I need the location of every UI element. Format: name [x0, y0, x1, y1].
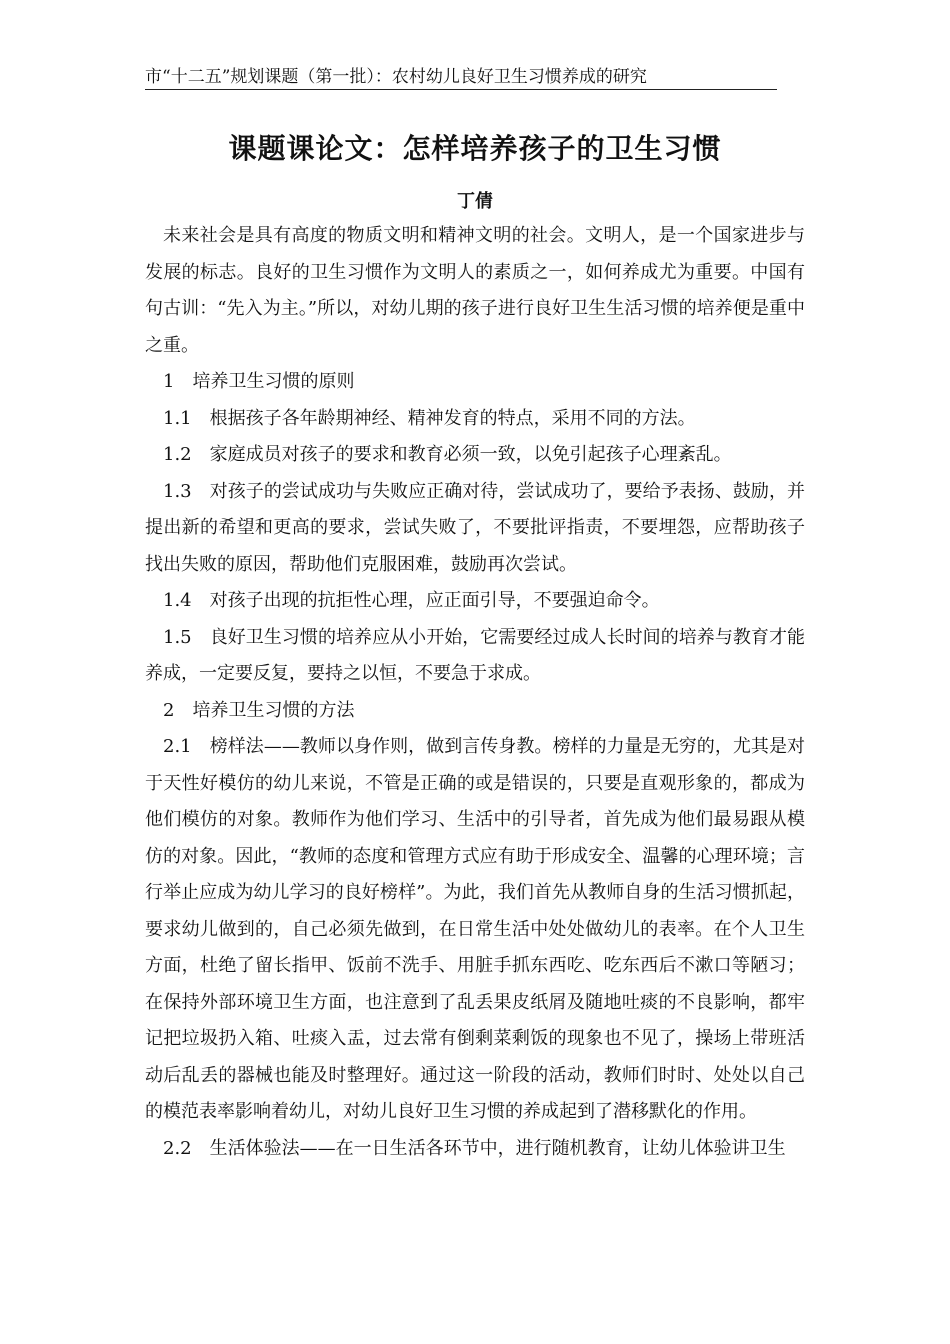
document-title: 课题课论文：怎样培养孩子的卫生习惯 [228, 132, 722, 165]
section-heading-principles: 1 培养卫生习惯的原则 [163, 371, 355, 392]
running-header: 市“十二五”规划课题（第一批）：农村幼儿良好卫生习惯养成的研究 [145, 66, 777, 90]
author-name: 丁倩 [457, 191, 493, 212]
method-2-2: 2.2 生活体验法——在一日生活各环节中，进行随机教育，让幼儿体验讲卫生 [163, 1137, 786, 1159]
principle-1-2: 1.2 家庭成员对孩子的要求和教育必须一致，以免引起孩子心理紊乱。 [163, 444, 732, 465]
principle-1-1: 1.1 根据孩子各年龄期神经、精神发育的特点，采用不同的方法。 [163, 407, 696, 429]
principle-1-3: 1.3 对孩子的尝试成功与失败应正确对待，尝试成功了，要给予表扬、鼓励，并提出新的希望和更高的要求，尝试失败了，不要批评指责，不要埋怨，应帮助孩子找出失败的原因，帮助他们克服困难，鼓励再次尝试。 [145, 480, 805, 575]
section-heading-methods: 2 培养卫生习惯的方法 [163, 699, 355, 721]
principle-1-5: 1.5 良好卫生习惯的培养应从小开始，它需要经过成人长时间的培养与教育才能养成，一定要反复，要持之以恒，不要急于求成。 [145, 626, 805, 684]
method-2-1: 2.1 榜样法——教师以身作则，做到言传身教。榜样的力量是无穷的，尤其是对于天性好模仿的幼儿来说，不管是正确的或是错误的，只要是直观形象的，都成为他们模仿的对象。教师作为他们学习、生活中的引导者，首先成为他们最易跟从模仿的对象。因此，“教师的态度和管理方式应有助于形成安全、温馨的心理环境；言行举止应成为幼儿学习的良好榜样”。为此，我们首先从教师自身的生活习惯抓起，要求幼儿做到的，自己必须先做到，在日常生活中处处做幼儿的表率。在个人卫生方面，杜绝了留长指甲、饭前不洗手、用脏手抓东西吃、吃东西后不漱口等陋习；在保持外部环境卫生方面，也注意到了乱丢果皮纸屑及随地吐痰的不良影响，都牢记把垃圾扔入箱、吐痰入盂，过去常有倒剩菜剩饭的现象也不见了，操场上带班活动后乱丢的器械也能及时整理好。通过这一阶段的活动，教师们时时、处处以自己的模范表率影响着幼儿，对幼儿良好卫生习惯的养成起到了潜移默化的作用。 [145, 736, 805, 1122]
body-text [145, 218, 805, 1167]
principle-1-4: 1.4 对孩子出现的抗拒性心理，应正面引导，不要强迫命令。 [163, 590, 660, 611]
intro-paragraph: 未来社会是具有高度的物质文明和精神文明的社会。文明人，是一个国家进步与发展的标志。良好的卫生习惯作为文明人的素质之一，如何养成尤为重要。中国有句古训：“先入为主。”所以，对幼儿期的孩子进行良好卫生生活习惯的培养便是重中之重。 [145, 225, 805, 356]
